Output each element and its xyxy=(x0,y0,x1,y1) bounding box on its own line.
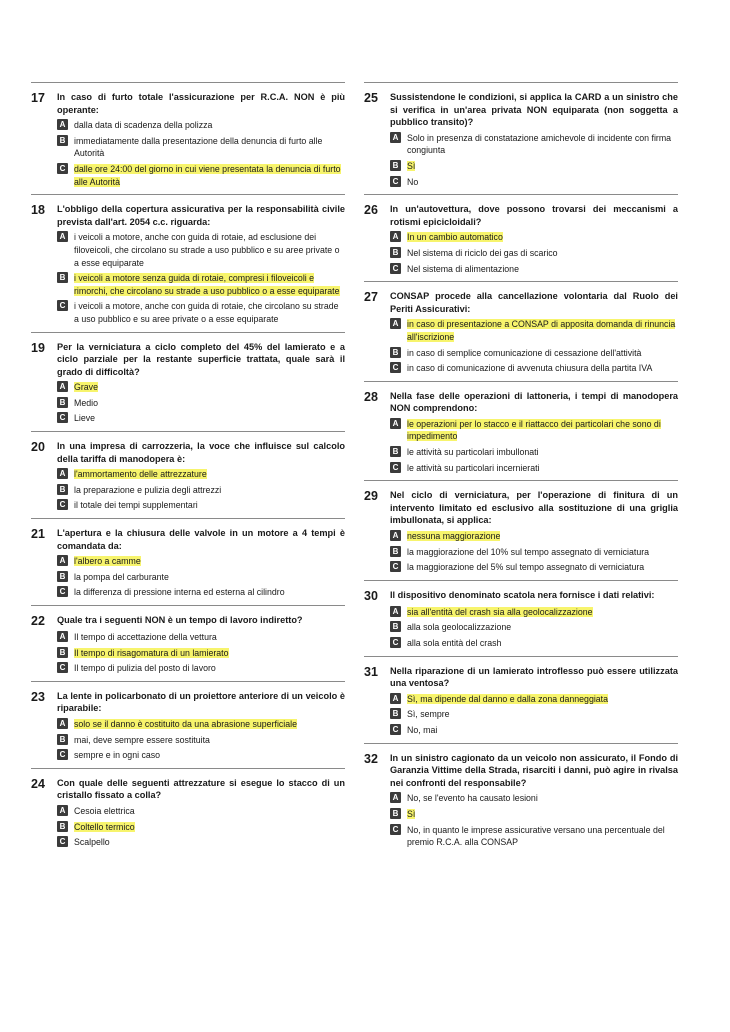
answer-option-highlighted xyxy=(57,718,345,731)
answer-option xyxy=(390,347,678,360)
answer-letter-box: C xyxy=(390,561,401,572)
question-number: 24 xyxy=(31,776,45,791)
answer-option xyxy=(57,135,345,160)
answer-letter-box: C xyxy=(57,412,68,423)
answer-text: la maggiorazione del 10% sul tempo assegnato di verniciatura xyxy=(407,546,650,557)
answer-letter-box: C xyxy=(390,724,401,735)
answer-option xyxy=(390,724,678,737)
question-header xyxy=(31,91,345,116)
answer-option xyxy=(390,247,678,260)
answer-option xyxy=(57,805,345,818)
answer-option-highlighted xyxy=(57,381,345,394)
question-number: 18 xyxy=(31,203,45,218)
answer-letter-box: C xyxy=(390,362,401,373)
answer-text: nessuna maggiorazione xyxy=(407,531,501,542)
answer-option xyxy=(57,119,345,132)
answer-text: No, mai xyxy=(407,724,438,735)
answer-option xyxy=(390,637,678,650)
question-28 xyxy=(364,381,678,481)
answer-option-highlighted xyxy=(390,606,678,619)
answer-text: sia all'entità del crash sia alla geolocalizzazione xyxy=(407,606,593,617)
answer-letter-box: C xyxy=(390,824,401,835)
answer-letter-box: A xyxy=(390,318,401,329)
answer-letter-box: C xyxy=(57,749,68,760)
answer-letter-box: A xyxy=(390,693,401,704)
question-header xyxy=(364,589,678,603)
answer-letter-box: B xyxy=(390,160,401,171)
answer-text: le attività su particolari incernierati xyxy=(407,462,540,473)
question-20 xyxy=(31,431,345,518)
answer-text: l'albero a camme xyxy=(74,556,141,567)
question-header xyxy=(31,203,345,228)
answer-letter-box: C xyxy=(390,462,401,473)
answer-option xyxy=(390,546,678,559)
answer-option xyxy=(57,749,345,762)
answer-text: Lieve xyxy=(74,413,96,424)
answer-option xyxy=(390,446,678,459)
question-number: 25 xyxy=(364,91,378,105)
answer-option xyxy=(57,734,345,747)
answer-letter-box: B xyxy=(57,571,68,582)
question-23 xyxy=(31,681,345,768)
question-21 xyxy=(31,518,345,605)
answer-letter-box: A xyxy=(57,555,68,566)
answer-letter-box: B xyxy=(57,484,68,495)
right-column xyxy=(364,82,678,855)
answer-letter-box: C xyxy=(57,836,68,847)
answer-option xyxy=(57,231,345,269)
answer-option xyxy=(390,708,678,721)
answer-letter-box: C xyxy=(57,300,68,311)
question-25 xyxy=(364,82,678,194)
answer-option-highlighted xyxy=(57,821,345,834)
answer-letter-box: B xyxy=(390,446,401,457)
answer-letter-box: A xyxy=(57,631,68,642)
answer-letter-box: B xyxy=(57,647,68,658)
answer-text: Sì, sempre xyxy=(407,709,450,720)
answer-letter-box: B xyxy=(390,808,401,819)
answer-option-highlighted xyxy=(57,555,345,568)
answer-text: In un cambio automatico xyxy=(407,232,503,243)
question-text: La lente in policarbonato di un proiettore anteriore di un veicolo è riparabile: xyxy=(57,690,345,714)
answer-letter-box: A xyxy=(57,231,68,242)
answer-text: le operazioni per lo stacco e il riattacco dei particolari che sono di impedimento xyxy=(407,418,661,442)
answer-letter-box: A xyxy=(390,792,401,803)
question-number: 22 xyxy=(31,614,45,628)
question-number: 32 xyxy=(364,751,378,766)
answer-text: i veicoli a motore, anche con guida di rotaie, che circolano su strade a uso pubblico e su aree private o a esse equiparate xyxy=(74,301,339,324)
answer-text: immediatamente dalla presentazione della denuncia di furto alle Autorità xyxy=(74,135,323,159)
answer-text: Sì, ma dipende dal danno e dalla zona danneggiata xyxy=(407,693,609,704)
answer-letter-box: B xyxy=(390,621,401,632)
answer-letter-box: C xyxy=(57,163,68,174)
question-32 xyxy=(364,743,678,855)
answer-text: i veicoli a motore, anche con guida di rotaie, ad esclusione dei filoveicoli, che circolano su strade a uso pubblico e su aree private o a esse equiparate xyxy=(74,232,340,268)
question-number: 21 xyxy=(31,527,45,542)
answer-letter-box: B xyxy=(57,135,68,146)
answer-letter-box: B xyxy=(57,397,68,408)
answer-letter-box: A xyxy=(390,231,401,242)
question-text: Quale tra i seguenti NON è un tempo di lavoro indiretto? xyxy=(57,615,303,625)
answer-text: Nel sistema di alimentazione xyxy=(407,263,519,274)
answer-option xyxy=(57,662,345,675)
question-text: Sussistendone le condizioni, si applica la CARD a un sinistro che si verifica in un'area privata NON equiparata (non soggetta a pubblico transito)? xyxy=(390,92,678,128)
question-header xyxy=(364,290,678,315)
answer-option xyxy=(390,561,678,574)
answer-text: Sì xyxy=(407,808,416,819)
question-text: In un sinistro cagionato da un veicolo non assicurato, il Fondo di Garanzia Vittime della Strada, risarciti i danni, può agire in rivalsa nei confronti del responsabile? xyxy=(390,752,678,788)
answer-letter-box: A xyxy=(57,381,68,392)
answer-letter-box: A xyxy=(390,606,401,617)
question-header xyxy=(364,752,678,790)
question-number: 29 xyxy=(364,489,378,504)
question-number: 23 xyxy=(31,689,45,704)
question-26 xyxy=(364,194,678,281)
question-header xyxy=(31,440,345,465)
answer-option-highlighted xyxy=(390,418,678,443)
question-text: Il dispositivo denominato scatola nera fornisce i dati relativi: xyxy=(390,589,655,600)
answer-option xyxy=(390,824,678,849)
question-header xyxy=(364,390,678,415)
question-number: 27 xyxy=(364,290,378,305)
answer-option xyxy=(57,484,345,497)
question-text: Nel ciclo di verniciatura, per l'operazione di finitura di un intervento limitato ed esclusivo alla sostituzione di una griglia imbullonata, si applica: xyxy=(390,490,678,526)
answer-option xyxy=(57,412,345,425)
answer-letter-box: A xyxy=(57,805,68,816)
question-number: 17 xyxy=(31,91,45,105)
answer-letter-box: B xyxy=(390,708,401,719)
answer-letter-box: A xyxy=(57,119,68,130)
question-text: Con quale delle seguenti attrezzature si esegue lo stacco di un cristallo fissato a colla? xyxy=(57,777,345,801)
answer-option-highlighted xyxy=(57,647,345,660)
answer-text: l'ammortamento delle attrezzature xyxy=(74,469,207,480)
answer-option xyxy=(390,462,678,475)
question-text: Nella fase delle operazioni di lattoneria, i tempi di manodopera NON comprendono: xyxy=(390,390,678,414)
question-header xyxy=(364,203,678,228)
answer-text: alla sola entità del crash xyxy=(407,638,502,648)
answer-text: No xyxy=(407,176,419,187)
question-17 xyxy=(31,82,345,194)
answer-text: il totale dei tempi supplementari xyxy=(74,500,198,511)
answer-option-highlighted xyxy=(57,468,345,481)
answer-option-highlighted xyxy=(57,163,345,188)
question-header xyxy=(364,665,678,690)
answer-option xyxy=(57,300,345,325)
answer-text: Il tempo di risagomatura di un lamierato xyxy=(74,647,229,658)
answer-text: la differenza di pressione interna ed esterna al cilindro xyxy=(74,587,285,598)
answer-text: la pompa del carburante xyxy=(74,571,169,582)
answer-text: in caso di presentazione a CONSAP di apposita domanda di rinuncia all'iscrizione xyxy=(407,319,676,342)
answer-letter-box: B xyxy=(390,546,401,557)
question-number: 31 xyxy=(364,664,378,679)
answer-letter-box: C xyxy=(57,499,68,510)
question-19 xyxy=(31,332,345,432)
answer-option xyxy=(57,397,345,410)
question-header xyxy=(31,777,345,802)
answer-text: dalla data di scadenza della polizza xyxy=(74,120,213,131)
answer-letter-box: B xyxy=(57,272,68,283)
answer-option xyxy=(57,571,345,584)
answer-text: Coltello termico xyxy=(74,821,135,832)
question-text: Per la verniciatura a ciclo completo del 45% del lamierato e a ciclo parziale per la restante superficie trattata, quale sarà il grado di difficoltà? xyxy=(57,341,345,377)
question-29 xyxy=(364,480,678,580)
question-number: 30 xyxy=(364,588,378,603)
answer-option-highlighted xyxy=(390,318,678,343)
answer-text: Cesoia elettrica xyxy=(74,805,135,816)
answer-option xyxy=(390,176,678,189)
question-number: 28 xyxy=(364,389,378,404)
answer-option-highlighted xyxy=(57,272,345,297)
answer-text: Il tempo di accettazione della vettura xyxy=(74,632,217,642)
answer-option xyxy=(390,132,678,157)
answer-letter-box: B xyxy=(57,734,68,745)
question-header xyxy=(364,91,678,129)
answer-option-highlighted xyxy=(390,808,678,821)
answer-letter-box: A xyxy=(390,418,401,429)
question-text: In una impresa di carrozzeria, la voce che influisce sul calcolo della tariffa di manodopera è: xyxy=(57,441,345,464)
question-text: CONSAP procede alla cancellazione volontaria dal Ruolo dei Periti Assicurativi: xyxy=(390,291,678,314)
answer-text: le attività su particolari imbullonati xyxy=(407,447,539,458)
answer-text: in caso di comunicazione di avvenuta chiusura della partita IVA xyxy=(407,363,653,374)
question-text: In caso di furto totale l'assicurazione per R.C.A. NON è più operante: xyxy=(57,92,345,115)
left-column xyxy=(31,82,345,855)
answer-letter-box: B xyxy=(390,247,401,258)
answer-letter-box: C xyxy=(57,662,68,673)
question-24 xyxy=(31,768,345,855)
question-22 xyxy=(31,605,345,681)
answer-text: i veicoli a motore senza guida di rotaie, compresi i filoveicoli e rimorchi, che circolano su strade a uso pubblico o a esse equiparate xyxy=(74,273,340,296)
answer-option xyxy=(390,263,678,276)
question-header xyxy=(31,527,345,552)
question-30 xyxy=(364,580,678,656)
question-number: 20 xyxy=(31,440,45,455)
answer-option-highlighted xyxy=(390,693,678,706)
answer-option xyxy=(390,362,678,375)
answer-letter-box: A xyxy=(57,468,68,479)
answer-text: Scalpello xyxy=(74,837,110,848)
answer-option xyxy=(57,499,345,512)
answer-text: dalle ore 24:00 del giorno in cui viene presentata la denuncia di furto alle Autorità xyxy=(74,163,341,187)
answer-text: mai, deve sempre essere sostituita xyxy=(74,734,210,745)
question-header xyxy=(31,614,345,628)
answer-text: solo se il danno è costituito da una abrasione superficiale xyxy=(74,718,297,729)
answer-text: No, se l'evento ha causato lesioni xyxy=(407,793,538,804)
answer-text: Medio xyxy=(74,397,98,408)
answer-option xyxy=(57,631,345,644)
question-number: 19 xyxy=(31,340,45,355)
answer-letter-box: A xyxy=(390,132,401,143)
answer-text: Nel sistema di riciclo dei gas di scarico xyxy=(407,247,558,258)
answer-letter-box: C xyxy=(57,586,68,597)
answer-text: Grave xyxy=(74,382,98,393)
answer-letter-box: B xyxy=(390,347,401,358)
answer-letter-box: C xyxy=(390,176,401,187)
question-27 xyxy=(364,281,678,381)
answer-option xyxy=(390,792,678,805)
answer-text: alla sola geolocalizzazione xyxy=(407,622,512,633)
question-header xyxy=(31,690,345,715)
answer-option xyxy=(57,836,345,849)
question-18 xyxy=(31,194,345,331)
answer-text: Sì xyxy=(407,160,416,171)
answer-letter-box: C xyxy=(390,263,401,274)
answer-text: Il tempo di pulizia del posto di lavoro xyxy=(74,663,216,674)
question-text: L'obbligo della copertura assicurativa per la responsabilità civile prevista dall'art. 2054 c.c. riguarda: xyxy=(57,204,345,227)
answer-letter-box: B xyxy=(57,821,68,832)
answer-option-highlighted xyxy=(390,160,678,173)
answer-text: la maggiorazione del 5% sul tempo assegnato di verniciatura xyxy=(407,562,645,573)
question-text: In un'autovettura, dove possono trovarsi dei meccanismi a rotismi epicicloidali? xyxy=(390,204,678,227)
answer-letter-box: C xyxy=(390,637,401,648)
answer-letter-box: A xyxy=(390,530,401,541)
answer-text: Solo in presenza di constatazione amichevole di incidente con firma congiunta xyxy=(407,132,672,156)
question-header xyxy=(31,341,345,379)
question-text: Nella riparazione di un lamierato introflesso può essere utilizzata una ventosa? xyxy=(390,665,678,689)
answer-text: in caso di semplice comunicazione di cessazione dell'attività xyxy=(407,347,642,358)
answer-option xyxy=(57,586,345,599)
question-header xyxy=(364,489,678,527)
question-31 xyxy=(364,656,678,743)
answer-text: la preparazione e pulizia degli attrezzi xyxy=(74,484,222,495)
answer-option-highlighted xyxy=(390,231,678,244)
answer-letter-box: A xyxy=(57,718,68,729)
answer-option-highlighted xyxy=(390,530,678,543)
answer-text: sempre e in ogni caso xyxy=(74,750,161,761)
answer-option xyxy=(390,621,678,634)
question-text: L'apertura e la chiusura delle valvole in un motore a 4 tempi è comandata da: xyxy=(57,528,345,551)
answer-text: No, in quanto le imprese assicurative versano una percentuale del premio R.C.A. alla CONSAP xyxy=(407,824,665,848)
question-number: 26 xyxy=(364,203,378,218)
